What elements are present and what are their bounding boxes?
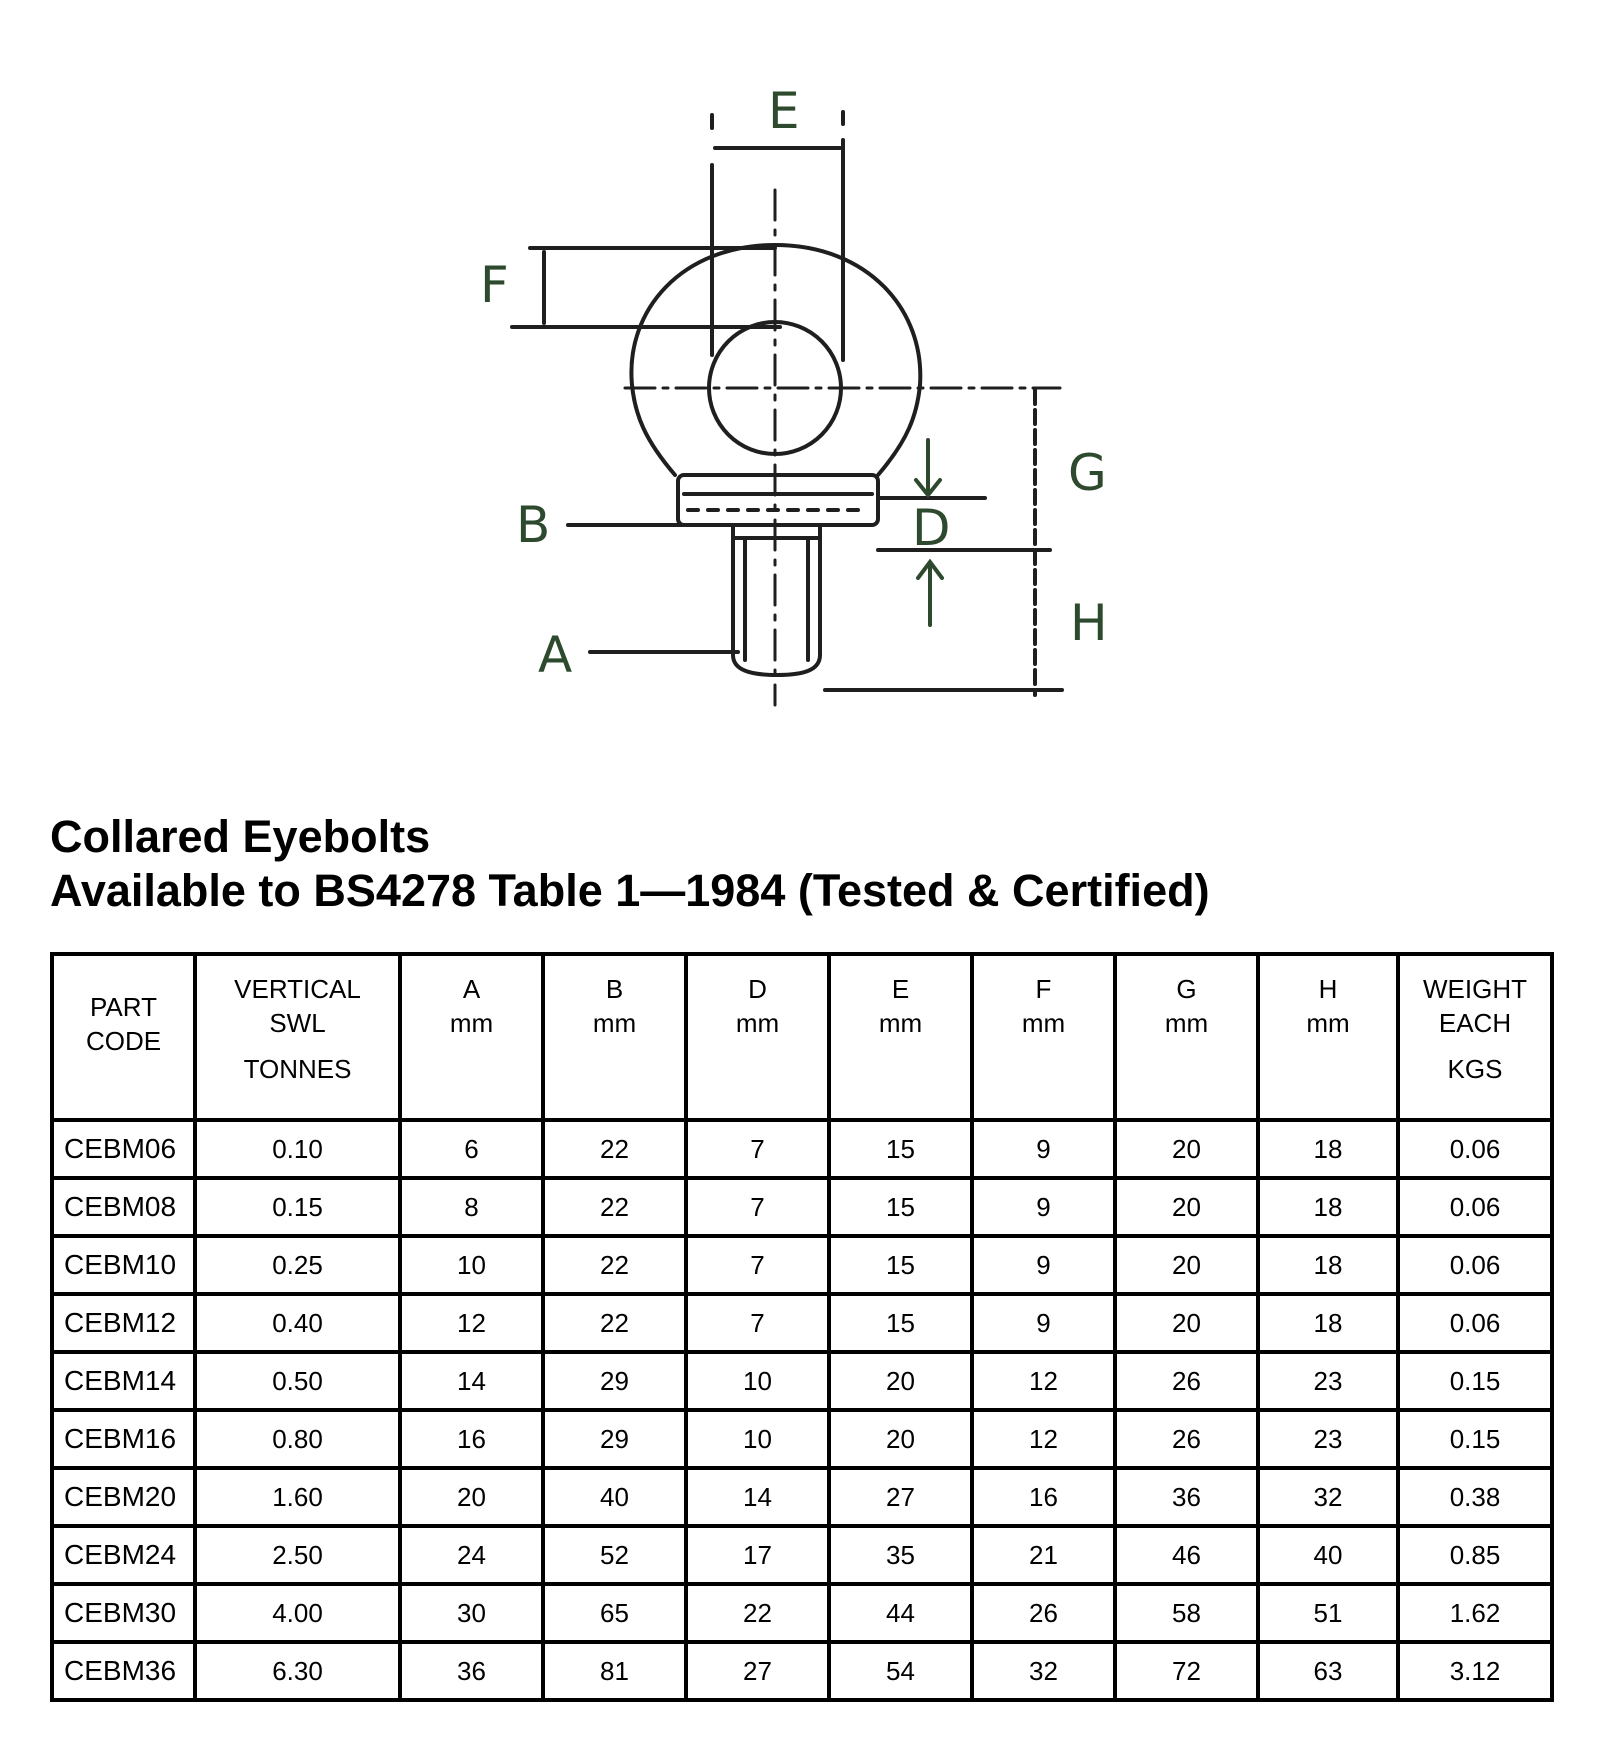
- table-row: [52, 1526, 1552, 1584]
- cell-e-mm: 15: [829, 1236, 972, 1294]
- cell-g-mm: 36: [1115, 1468, 1258, 1526]
- cell-d-mm: 7: [686, 1236, 829, 1294]
- cell-vertical-swl: 2.50: [195, 1526, 400, 1584]
- cell-a-mm: 8: [400, 1178, 543, 1236]
- cell-vertical-swl: 0.10: [195, 1120, 400, 1178]
- cell-a-mm: 14: [400, 1352, 543, 1410]
- cell-e-mm: 15: [829, 1120, 972, 1178]
- cell-weight-each: 3.12: [1398, 1642, 1552, 1700]
- header-vertical-swl: VERTICAL SWL TONNES: [195, 954, 400, 1120]
- cell-b-mm: 65: [543, 1584, 686, 1642]
- cell-weight-each: 0.38: [1398, 1468, 1552, 1526]
- cell-a-mm: 6: [400, 1120, 543, 1178]
- dimension-label-b: B: [516, 496, 551, 554]
- cell-e-mm: 27: [829, 1468, 972, 1526]
- cell-part-code: CEBM08: [52, 1178, 195, 1236]
- dimension-label-g: G: [1068, 444, 1107, 502]
- cell-h-mm: 18: [1258, 1178, 1398, 1236]
- cell-part-code: CEBM12: [52, 1294, 195, 1352]
- cell-f-mm: 21: [972, 1526, 1115, 1584]
- table-row: [52, 1584, 1552, 1642]
- cell-b-mm: 22: [543, 1294, 686, 1352]
- cell-e-mm: 44: [829, 1584, 972, 1642]
- cell-d-mm: 10: [686, 1410, 829, 1468]
- cell-b-mm: 29: [543, 1410, 686, 1468]
- cell-b-mm: 22: [543, 1120, 686, 1178]
- cell-g-mm: 20: [1115, 1178, 1258, 1236]
- table-row: [52, 1178, 1552, 1236]
- cell-b-mm: 52: [543, 1526, 686, 1584]
- cell-h-mm: 18: [1258, 1294, 1398, 1352]
- cell-weight-each: 0.06: [1398, 1294, 1552, 1352]
- cell-vertical-swl: 1.60: [195, 1468, 400, 1526]
- cell-h-mm: 40: [1258, 1526, 1398, 1584]
- table-row: [52, 1352, 1552, 1410]
- cell-g-mm: 26: [1115, 1410, 1258, 1468]
- page-heading: [50, 810, 1210, 918]
- cell-weight-each: 0.15: [1398, 1352, 1552, 1410]
- header-weight-each: WEIGHT EACH KGS: [1398, 954, 1552, 1120]
- table-row: [52, 1294, 1552, 1352]
- cell-g-mm: 20: [1115, 1294, 1258, 1352]
- dimension-label-a: A: [538, 626, 573, 684]
- table-row: [52, 1120, 1552, 1178]
- cell-e-mm: 20: [829, 1410, 972, 1468]
- cell-g-mm: 26: [1115, 1352, 1258, 1410]
- cell-h-mm: 63: [1258, 1642, 1398, 1700]
- cell-f-mm: 9: [972, 1178, 1115, 1236]
- collar-outline: [678, 475, 878, 525]
- cell-h-mm: 32: [1258, 1468, 1398, 1526]
- dimension-label-e: E: [768, 82, 800, 140]
- cell-weight-each: 0.06: [1398, 1236, 1552, 1294]
- cell-h-mm: 18: [1258, 1120, 1398, 1178]
- cell-f-mm: 9: [972, 1236, 1115, 1294]
- cell-vertical-swl: 0.80: [195, 1410, 400, 1468]
- table-body: [52, 1120, 1552, 1700]
- cell-h-mm: 23: [1258, 1410, 1398, 1468]
- cell-f-mm: 32: [972, 1642, 1115, 1700]
- table-row: [52, 1410, 1552, 1468]
- cell-d-mm: 27: [686, 1642, 829, 1700]
- header-g: G mm: [1115, 954, 1258, 1120]
- cell-d-mm: 17: [686, 1526, 829, 1584]
- cell-part-code: CEBM20: [52, 1468, 195, 1526]
- cell-part-code: CEBM06: [52, 1120, 195, 1178]
- dimension-label-h: H: [1070, 594, 1108, 652]
- cell-b-mm: 22: [543, 1178, 686, 1236]
- header-d: D mm: [686, 954, 829, 1120]
- cell-f-mm: 12: [972, 1410, 1115, 1468]
- cell-d-mm: 22: [686, 1584, 829, 1642]
- heading-subtitle: Available to BS4278 Table 1—1984 (Tested & Certified): [50, 865, 1210, 916]
- cell-a-mm: 20: [400, 1468, 543, 1526]
- cell-a-mm: 24: [400, 1526, 543, 1584]
- table-row: [52, 1642, 1552, 1700]
- header-b: B mm: [543, 954, 686, 1120]
- cell-vertical-swl: 6.30: [195, 1642, 400, 1700]
- cell-part-code: CEBM16: [52, 1410, 195, 1468]
- cell-h-mm: 18: [1258, 1236, 1398, 1294]
- cell-g-mm: 58: [1115, 1584, 1258, 1642]
- cell-a-mm: 36: [400, 1642, 543, 1700]
- cell-f-mm: 12: [972, 1352, 1115, 1410]
- cell-vertical-swl: 0.15: [195, 1178, 400, 1236]
- cell-vertical-swl: 0.25: [195, 1236, 400, 1294]
- cell-h-mm: 51: [1258, 1584, 1398, 1642]
- dimension-label-f: F: [480, 256, 509, 314]
- eyebolt-diagram: [420, 40, 1140, 720]
- cell-a-mm: 12: [400, 1294, 543, 1352]
- cell-part-code: CEBM36: [52, 1642, 195, 1700]
- header-f: F mm: [972, 954, 1115, 1120]
- cell-g-mm: 72: [1115, 1642, 1258, 1700]
- cell-d-mm: 10: [686, 1352, 829, 1410]
- cell-h-mm: 23: [1258, 1352, 1398, 1410]
- cell-part-code: CEBM14: [52, 1352, 195, 1410]
- eyebolt-drawing: [420, 40, 1140, 720]
- eyebolt-spec-table: [50, 952, 1554, 1702]
- cell-weight-each: 0.15: [1398, 1410, 1552, 1468]
- cell-part-code: CEBM30: [52, 1584, 195, 1642]
- cell-f-mm: 26: [972, 1584, 1115, 1642]
- cell-d-mm: 14: [686, 1468, 829, 1526]
- cell-g-mm: 46: [1115, 1526, 1258, 1584]
- table-row: [52, 1236, 1552, 1294]
- cell-g-mm: 20: [1115, 1120, 1258, 1178]
- cell-e-mm: 35: [829, 1526, 972, 1584]
- table-header-row: [52, 954, 1552, 1120]
- heading-title: Collared Eyebolts: [50, 811, 431, 862]
- cell-weight-each: 1.62: [1398, 1584, 1552, 1642]
- cell-b-mm: 22: [543, 1236, 686, 1294]
- cell-f-mm: 16: [972, 1468, 1115, 1526]
- cell-e-mm: 54: [829, 1642, 972, 1700]
- cell-weight-each: 0.06: [1398, 1178, 1552, 1236]
- cell-vertical-swl: 0.50: [195, 1352, 400, 1410]
- cell-a-mm: 30: [400, 1584, 543, 1642]
- cell-vertical-swl: 0.40: [195, 1294, 400, 1352]
- cell-f-mm: 9: [972, 1120, 1115, 1178]
- cell-b-mm: 29: [543, 1352, 686, 1410]
- cell-e-mm: 15: [829, 1178, 972, 1236]
- cell-weight-each: 0.06: [1398, 1120, 1552, 1178]
- header-e: E mm: [829, 954, 972, 1120]
- cell-b-mm: 81: [543, 1642, 686, 1700]
- cell-g-mm: 20: [1115, 1236, 1258, 1294]
- cell-part-code: CEBM10: [52, 1236, 195, 1294]
- cell-e-mm: 15: [829, 1294, 972, 1352]
- dimension-label-d: D: [912, 499, 951, 557]
- header-h: H mm: [1258, 954, 1398, 1120]
- cell-d-mm: 7: [686, 1178, 829, 1236]
- table-row: [52, 1468, 1552, 1526]
- cell-weight-each: 0.85: [1398, 1526, 1552, 1584]
- cell-a-mm: 16: [400, 1410, 543, 1468]
- cell-d-mm: 7: [686, 1294, 829, 1352]
- cell-vertical-swl: 4.00: [195, 1584, 400, 1642]
- header-part-code: PART CODE: [52, 954, 195, 1120]
- cell-part-code: CEBM24: [52, 1526, 195, 1584]
- cell-a-mm: 10: [400, 1236, 543, 1294]
- header-a: A mm: [400, 954, 543, 1120]
- cell-d-mm: 7: [686, 1120, 829, 1178]
- cell-f-mm: 9: [972, 1294, 1115, 1352]
- cell-b-mm: 40: [543, 1468, 686, 1526]
- cell-e-mm: 20: [829, 1352, 972, 1410]
